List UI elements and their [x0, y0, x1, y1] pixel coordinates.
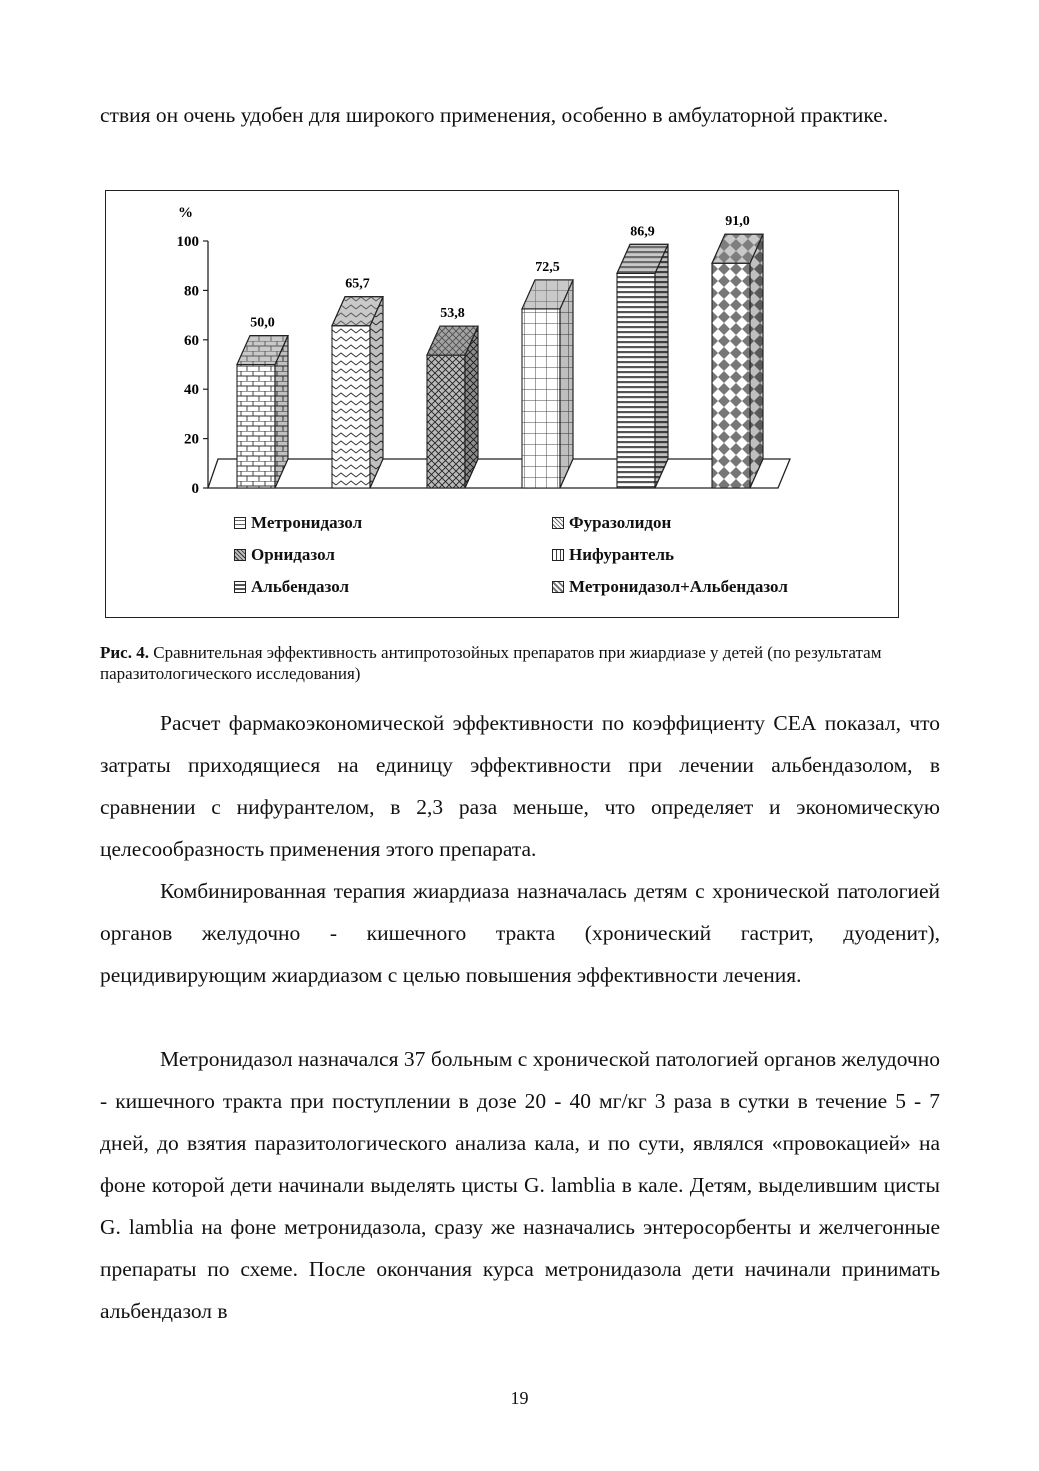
legend-label: Альбендазол: [251, 577, 350, 596]
legend-item: [234, 513, 362, 533]
legend-item: [552, 545, 674, 565]
legend-swatch: [552, 549, 564, 561]
legend-label: Фуразолидон: [569, 513, 672, 532]
figure-caption: [100, 642, 940, 684]
bar-side-shade: [370, 297, 383, 488]
y-tick-label: 0: [191, 481, 199, 497]
figure-frame: [105, 190, 899, 618]
legend-swatch: [234, 517, 246, 529]
text-top: ствия он очень удобен для широкого применения, особенно в амбулаторной практике.: [100, 103, 889, 127]
bar-value-label: 65,7: [345, 276, 370, 292]
legend-item: [552, 577, 788, 597]
legend-item: [552, 513, 671, 533]
bar-side-shade: [655, 244, 668, 488]
y-tick-label: 20: [184, 431, 199, 448]
paragraph-2: Комбинированная терапия жиардиаза назначалась детям с хронической патологией органов желудочно - кишечного тракта (хронический гастрит, дуоденит), рецидивирующим жиардиазом с целью повышения эффективности лечения.: [100, 879, 940, 987]
page-number: 19: [510, 1388, 529, 1408]
y-axis-label: %: [178, 205, 193, 221]
legend-label: Орнидазол: [251, 545, 335, 564]
legend-swatch: [234, 581, 246, 593]
y-tick-label: 40: [184, 382, 199, 399]
legend-swatch: [552, 517, 564, 529]
y-tick-label: 80: [184, 283, 199, 300]
chart-floor: [208, 459, 790, 488]
bar-value-label: 53,8: [440, 306, 465, 322]
bar-front: [712, 263, 750, 488]
bar-side-shade: [750, 234, 763, 488]
paragraph-1: Расчет фармакоэкономической эффективности по коэффициенту СЕА показал, что затраты приходящиеся на единицу эффективности при лечении альбендазолом, в сравнении с нифурантелом, в 2,3 раза меньше, что определяет и экономическую целесообразность применения этого препарата.: [100, 711, 940, 861]
legend-item: [234, 545, 335, 565]
y-tick-label: 100: [176, 234, 199, 250]
paragraph-3: Метронидазол назначался 37 больным с хронической патологией органов желудочно - кишечного тракта при поступлении в дозе 20 - 40 мг/кг 3 раза в сутки в течение 5 - 7 дней, до взятия паразитологического анализа кала, и по сути, являлся «провокацией» на фоне которой дети начинали выделять цисты G. lamblia в кале. Детям, выделившим цисты G. lamblia на фоне метронидазола, сразу же назначались энтеросорбенты и желчегонные препараты по схеме. После окончания курса метронидазола дети начинали принимать альбендазол в: [100, 1047, 940, 1323]
bar-side-shade: [560, 280, 573, 488]
bar-front: [522, 309, 560, 488]
bar-front: [427, 355, 465, 488]
bar-value-label: 72,5: [535, 259, 560, 275]
caption-label: Рис. 4.: [100, 643, 149, 662]
bar-front: [617, 273, 655, 488]
bar-value-label: 50,0: [250, 315, 275, 331]
legend-label: Метронидазол: [251, 513, 363, 532]
legend-swatch: [234, 549, 246, 561]
y-tick-label: 60: [184, 332, 199, 349]
legend-label: Метронидазол+Альбендазол: [569, 577, 788, 596]
bar-value-label: 86,9: [630, 224, 655, 240]
bar-chart: [106, 191, 900, 619]
bar-front: [237, 365, 275, 489]
caption-text: Сравнительная эффективность антипротозойных препаратов при жиардиазе у детей (по результатам паразитологического исследования): [100, 643, 882, 683]
legend-swatch: [552, 581, 564, 593]
bar-front: [332, 326, 370, 488]
legend-label: Нифурантель: [569, 545, 675, 564]
legend-item: [234, 577, 349, 597]
bar-value-label: 91,0: [725, 214, 750, 230]
